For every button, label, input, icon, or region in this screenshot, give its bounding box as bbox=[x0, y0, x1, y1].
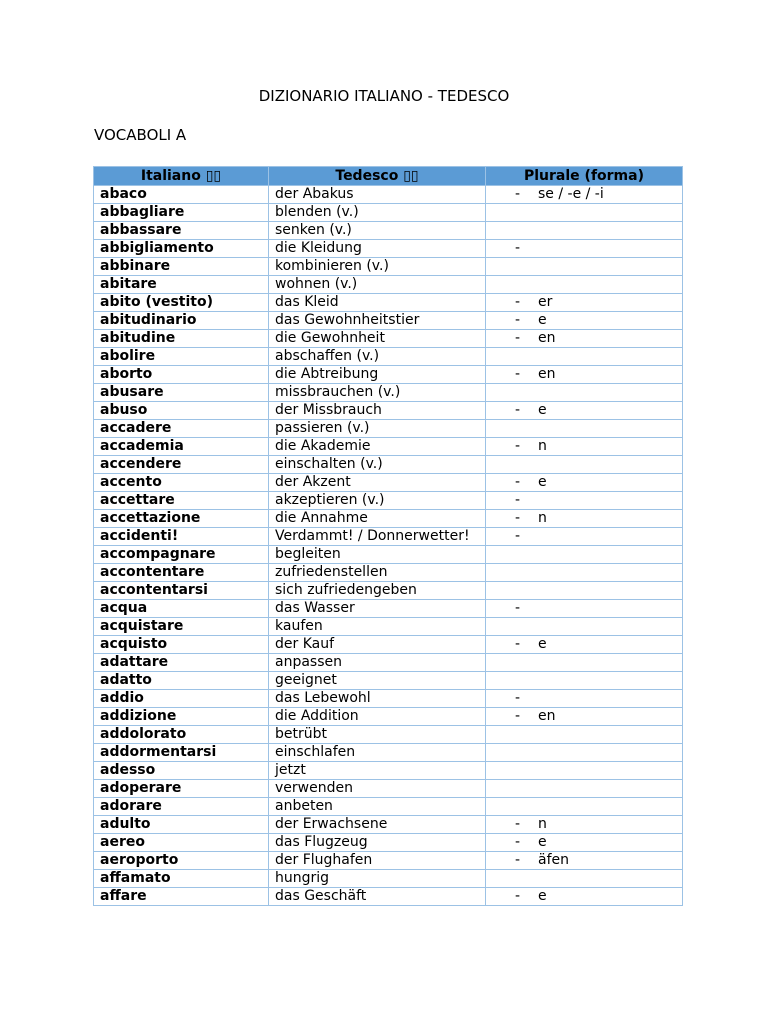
cell-plurale bbox=[486, 654, 683, 672]
cell-plurale bbox=[486, 582, 683, 600]
cell-plurale bbox=[486, 708, 683, 726]
cell-italiano: addolorato bbox=[94, 726, 269, 744]
cell-tedesco: jetzt bbox=[269, 762, 486, 780]
cell-plurale bbox=[486, 348, 683, 366]
table-row bbox=[94, 888, 683, 906]
cell-italiano: accidenti! bbox=[94, 528, 269, 546]
cell-tedesco: geeignet bbox=[269, 672, 486, 690]
table-row bbox=[94, 402, 683, 420]
table-row bbox=[94, 564, 683, 582]
cell-italiano: abbigliamento bbox=[94, 240, 269, 258]
header-tedesco: Tedesco ▯▯ bbox=[269, 167, 486, 186]
cell-tedesco: die Gewohnheit bbox=[269, 330, 486, 348]
cell-plurale bbox=[486, 834, 683, 852]
table-row bbox=[94, 222, 683, 240]
plural-dash: - bbox=[515, 834, 521, 850]
table-row bbox=[94, 420, 683, 438]
cell-italiano: abitare bbox=[94, 276, 269, 294]
cell-italiano: abbassare bbox=[94, 222, 269, 240]
cell-plurale bbox=[486, 636, 683, 654]
cell-tedesco: wohnen (v.) bbox=[269, 276, 486, 294]
cell-italiano: accento bbox=[94, 474, 269, 492]
cell-plurale bbox=[486, 222, 683, 240]
cell-plurale bbox=[486, 240, 683, 258]
table-header-row bbox=[94, 167, 683, 186]
plural-form: en bbox=[538, 330, 556, 346]
plural-dash: - bbox=[515, 852, 521, 868]
cell-tedesco: begleiten bbox=[269, 546, 486, 564]
cell-plurale bbox=[486, 528, 683, 546]
vocabulary-table bbox=[93, 166, 683, 906]
cell-italiano: abbinare bbox=[94, 258, 269, 276]
table-row bbox=[94, 546, 683, 564]
plural-form: er bbox=[538, 294, 553, 310]
cell-tedesco: die Abtreibung bbox=[269, 366, 486, 384]
cell-italiano: affamato bbox=[94, 870, 269, 888]
cell-tedesco: kombinieren (v.) bbox=[269, 258, 486, 276]
cell-plurale bbox=[486, 762, 683, 780]
table-row bbox=[94, 510, 683, 528]
cell-italiano: addormentarsi bbox=[94, 744, 269, 762]
cell-italiano: abusare bbox=[94, 384, 269, 402]
cell-italiano: adulto bbox=[94, 816, 269, 834]
cell-italiano: abito (vestito) bbox=[94, 294, 269, 312]
cell-italiano: accontentarsi bbox=[94, 582, 269, 600]
plural-form: e bbox=[538, 888, 547, 904]
table-row bbox=[94, 798, 683, 816]
cell-plurale bbox=[486, 420, 683, 438]
cell-tedesco: das Gewohnheitstier bbox=[269, 312, 486, 330]
cell-italiano: abbagliare bbox=[94, 204, 269, 222]
cell-tedesco: das Lebewohl bbox=[269, 690, 486, 708]
cell-tedesco: passieren (v.) bbox=[269, 420, 486, 438]
cell-plurale bbox=[486, 312, 683, 330]
cell-italiano: aeroporto bbox=[94, 852, 269, 870]
table-row bbox=[94, 780, 683, 798]
cell-tedesco: das Flugzeug bbox=[269, 834, 486, 852]
cell-tedesco: anpassen bbox=[269, 654, 486, 672]
cell-plurale bbox=[486, 600, 683, 618]
plural-dash: - bbox=[515, 528, 521, 544]
cell-plurale bbox=[486, 852, 683, 870]
cell-tedesco: abschaffen (v.) bbox=[269, 348, 486, 366]
plural-dash: - bbox=[515, 438, 521, 454]
cell-tedesco: betrübt bbox=[269, 726, 486, 744]
cell-italiano: accontentare bbox=[94, 564, 269, 582]
table-row bbox=[94, 438, 683, 456]
cell-italiano: adesso bbox=[94, 762, 269, 780]
plural-form: n bbox=[538, 510, 547, 526]
plural-form: e bbox=[538, 402, 547, 418]
table-row bbox=[94, 618, 683, 636]
cell-italiano: acquistare bbox=[94, 618, 269, 636]
cell-tedesco: das Wasser bbox=[269, 600, 486, 618]
cell-italiano: acqua bbox=[94, 600, 269, 618]
header-plurale: Plurale (forma) bbox=[486, 167, 683, 186]
cell-plurale bbox=[486, 474, 683, 492]
plural-dash: - bbox=[515, 186, 521, 202]
table-row bbox=[94, 654, 683, 672]
cell-italiano: accettazione bbox=[94, 510, 269, 528]
table-row bbox=[94, 348, 683, 366]
table-row bbox=[94, 816, 683, 834]
plural-dash: - bbox=[515, 240, 521, 256]
plural-form: e bbox=[538, 834, 547, 850]
cell-tedesco: kaufen bbox=[269, 618, 486, 636]
cell-plurale bbox=[486, 204, 683, 222]
cell-italiano: accademia bbox=[94, 438, 269, 456]
cell-plurale bbox=[486, 276, 683, 294]
cell-plurale bbox=[486, 816, 683, 834]
cell-tedesco: missbrauchen (v.) bbox=[269, 384, 486, 402]
table-row bbox=[94, 312, 683, 330]
cell-italiano: abitudinario bbox=[94, 312, 269, 330]
cell-tedesco: der Missbrauch bbox=[269, 402, 486, 420]
cell-plurale bbox=[486, 546, 683, 564]
cell-italiano: accompagnare bbox=[94, 546, 269, 564]
cell-italiano: accadere bbox=[94, 420, 269, 438]
cell-plurale bbox=[486, 402, 683, 420]
table-row bbox=[94, 492, 683, 510]
plural-dash: - bbox=[515, 510, 521, 526]
header-italiano: Italiano ▯▯ bbox=[94, 167, 269, 186]
table-row bbox=[94, 672, 683, 690]
section-title: VOCABOLI A bbox=[94, 126, 187, 144]
cell-plurale bbox=[486, 690, 683, 708]
plural-form: se / -e / -i bbox=[538, 186, 604, 202]
cell-plurale bbox=[486, 186, 683, 204]
cell-plurale bbox=[486, 384, 683, 402]
cell-italiano: adatto bbox=[94, 672, 269, 690]
cell-plurale bbox=[486, 870, 683, 888]
cell-italiano: abolire bbox=[94, 348, 269, 366]
cell-italiano: adattare bbox=[94, 654, 269, 672]
cell-tedesco: die Akademie bbox=[269, 438, 486, 456]
table-row bbox=[94, 186, 683, 204]
cell-italiano: aereo bbox=[94, 834, 269, 852]
cell-tedesco: einschlafen bbox=[269, 744, 486, 762]
cell-tedesco: die Addition bbox=[269, 708, 486, 726]
cell-italiano: acquisto bbox=[94, 636, 269, 654]
cell-plurale bbox=[486, 744, 683, 762]
cell-plurale bbox=[486, 888, 683, 906]
plural-form: e bbox=[538, 636, 547, 652]
plural-dash: - bbox=[515, 816, 521, 832]
plural-dash: - bbox=[515, 690, 521, 706]
plural-form: en bbox=[538, 708, 556, 724]
plural-dash: - bbox=[515, 312, 521, 328]
table-body bbox=[94, 186, 683, 906]
cell-plurale bbox=[486, 366, 683, 384]
table-row bbox=[94, 870, 683, 888]
cell-plurale bbox=[486, 798, 683, 816]
cell-italiano: accettare bbox=[94, 492, 269, 510]
plural-dash: - bbox=[515, 474, 521, 490]
cell-italiano: abuso bbox=[94, 402, 269, 420]
table-row bbox=[94, 600, 683, 618]
table-row bbox=[94, 690, 683, 708]
plural-form: e bbox=[538, 312, 547, 328]
cell-tedesco: die Annahme bbox=[269, 510, 486, 528]
cell-tedesco: das Geschäft bbox=[269, 888, 486, 906]
plural-dash: - bbox=[515, 708, 521, 724]
cell-plurale bbox=[486, 726, 683, 744]
table-row bbox=[94, 294, 683, 312]
cell-plurale bbox=[486, 564, 683, 582]
cell-plurale bbox=[486, 456, 683, 474]
cell-plurale bbox=[486, 258, 683, 276]
cell-tedesco: der Akzent bbox=[269, 474, 486, 492]
table-row bbox=[94, 276, 683, 294]
cell-tedesco: verwenden bbox=[269, 780, 486, 798]
cell-tedesco: der Erwachsene bbox=[269, 816, 486, 834]
cell-tedesco: sich zufriedengeben bbox=[269, 582, 486, 600]
table-row bbox=[94, 762, 683, 780]
cell-tedesco: das Kleid bbox=[269, 294, 486, 312]
cell-italiano: adorare bbox=[94, 798, 269, 816]
cell-tedesco: hungrig bbox=[269, 870, 486, 888]
cell-tedesco: blenden (v.) bbox=[269, 204, 486, 222]
table-row bbox=[94, 384, 683, 402]
document-title: DIZIONARIO ITALIANO - TEDESCO bbox=[258, 87, 510, 105]
plural-form: äfen bbox=[538, 852, 569, 868]
cell-tedesco: senken (v.) bbox=[269, 222, 486, 240]
cell-italiano: addio bbox=[94, 690, 269, 708]
table-row bbox=[94, 744, 683, 762]
cell-italiano: adoperare bbox=[94, 780, 269, 798]
cell-italiano: affare bbox=[94, 888, 269, 906]
cell-plurale bbox=[486, 618, 683, 636]
plural-dash: - bbox=[515, 636, 521, 652]
table-row bbox=[94, 330, 683, 348]
plural-dash: - bbox=[515, 330, 521, 346]
cell-tedesco: der Kauf bbox=[269, 636, 486, 654]
plural-dash: - bbox=[515, 402, 521, 418]
cell-tedesco: akzeptieren (v.) bbox=[269, 492, 486, 510]
table-row bbox=[94, 636, 683, 654]
cell-tedesco: einschalten (v.) bbox=[269, 456, 486, 474]
table-row bbox=[94, 582, 683, 600]
plural-dash: - bbox=[515, 600, 521, 616]
cell-plurale bbox=[486, 294, 683, 312]
cell-tedesco: der Abakus bbox=[269, 186, 486, 204]
table-row bbox=[94, 852, 683, 870]
table-row bbox=[94, 258, 683, 276]
table-row bbox=[94, 726, 683, 744]
cell-tedesco: anbeten bbox=[269, 798, 486, 816]
cell-plurale bbox=[486, 330, 683, 348]
cell-plurale bbox=[486, 492, 683, 510]
cell-tedesco: der Flughafen bbox=[269, 852, 486, 870]
table-row bbox=[94, 474, 683, 492]
cell-tedesco: zufriedenstellen bbox=[269, 564, 486, 582]
cell-plurale bbox=[486, 438, 683, 456]
plural-dash: - bbox=[515, 294, 521, 310]
cell-italiano: abitudine bbox=[94, 330, 269, 348]
plural-dash: - bbox=[515, 366, 521, 382]
cell-tedesco: Verdammt! / Donnerwetter! bbox=[269, 528, 486, 546]
plural-dash: - bbox=[515, 492, 521, 508]
plural-form: n bbox=[538, 816, 547, 832]
table-row bbox=[94, 204, 683, 222]
table-row bbox=[94, 528, 683, 546]
cell-plurale bbox=[486, 780, 683, 798]
table-row bbox=[94, 708, 683, 726]
plural-form: e bbox=[538, 474, 547, 490]
plural-dash: - bbox=[515, 888, 521, 904]
cell-italiano: aborto bbox=[94, 366, 269, 384]
table-row bbox=[94, 240, 683, 258]
table-row bbox=[94, 834, 683, 852]
table-row bbox=[94, 456, 683, 474]
cell-tedesco: die Kleidung bbox=[269, 240, 486, 258]
cell-plurale bbox=[486, 672, 683, 690]
plural-form: n bbox=[538, 438, 547, 454]
cell-italiano: abaco bbox=[94, 186, 269, 204]
cell-plurale bbox=[486, 510, 683, 528]
cell-italiano: addizione bbox=[94, 708, 269, 726]
cell-italiano: accendere bbox=[94, 456, 269, 474]
table-row bbox=[94, 366, 683, 384]
plural-form: en bbox=[538, 366, 556, 382]
